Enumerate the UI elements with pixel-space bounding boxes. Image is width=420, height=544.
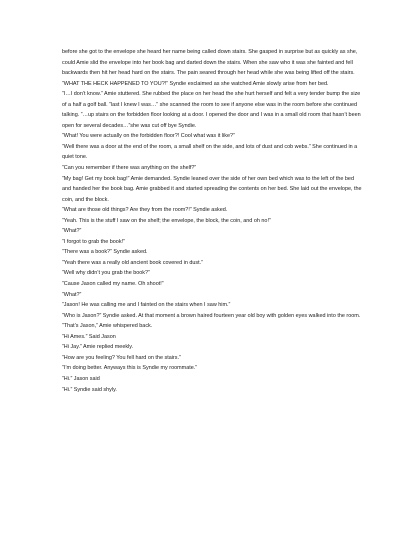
paragraph: “What?” [62,228,82,235]
paragraph: “That’s Jason,” Amie whispered back. [62,323,153,330]
paragraph: “WHAT THE HECK HAPPENED TO YOU?!” Syndie exclaimed as she watched Amie slowly arise from her bed. [62,80,329,87]
paragraph: “Well there was a door at the end of the room, a small shelf on the side, and lots of dust and cob webs.” She continued in a quiet tone. [62,143,358,161]
paragraph: “Yeah there was a really old ancient book covered in dust.” [62,259,203,266]
paragraph: “Hi Ames.” Said Jason [62,333,116,340]
paragraph: “Cause Jason called my name. Oh shoot!” [62,281,164,288]
paragraph: “There was a book?” Syndie asked. [62,249,148,256]
paragraph: “How are you feeling? You fell hard on the stairs.” [62,354,181,361]
paragraph: “Hi Jay.” Amie replied meekly. [62,344,134,351]
paragraph: “I…I don’t know.” Amie stuttered. She rubbed the place on her head the she hurt herself and felt a very tender bump the size of a half a golf ball. “last I knew I was…” she scanned the room to see if anyone else was in the room before she continued talking. “…up stairs on the forbidden floor looking at a door. I opened the door and I was in a small old room that hasn’t been open for several decades…”she was cut off bye Syndie. [62,91,361,129]
paragraph: “My bag! Get my book bag!” Amie demanded. Syndie leaned over the side of her own bed which was to the left of the bed and handed her the book bag. Amie grabbed it and started spreading the contents on her bed. She laid out the envelope, the coin, and the block. [62,175,362,203]
paragraph: “Jason! He was calling me and I fainted on the stairs when I saw him.” [62,302,231,309]
paragraph: “Can you remember if there was anything on the shelf?” [62,165,197,172]
paragraph: “I forgot to grab the book!” [62,238,125,245]
paragraph: “I’m doing better. Anyways this is Syndie my roommate.” [62,365,198,372]
paragraph: “Hi.” Syndie said shyly. [62,386,117,393]
paragraph: “Who is Jason?” Syndie asked. At that moment a brown haired fourteen year old boy with golden eyes walked into the room. [62,312,361,319]
paragraph: “What?” [62,291,82,298]
paragraph: “Hi.” Jason said [62,375,100,382]
paragraph: before she got to the envelope she heard her name being called down stairs. She gasped in surprise but as quickly as she, could Amie slid the envelope into her book bag and darted down the stairs. When she saw who it was she fainted and fell backwards then hit her head hard on the stairs. The pain seared through her head while she was being lifted off the stairs. [62,49,358,77]
paragraph: “What! You were actually on the forbidden floor?! Cool what was it like?” [62,133,235,140]
paragraph: “What are those old things? Are they from the room?!” Syndie asked. [62,207,228,214]
story-text [62,47,362,395]
paragraph: “Well why didn’t you grab the book?” [62,270,150,277]
paragraph: “Yeah. This is the stuff I saw on the shelf; the envelope, the block, the coin, and oh no!” [62,217,271,224]
